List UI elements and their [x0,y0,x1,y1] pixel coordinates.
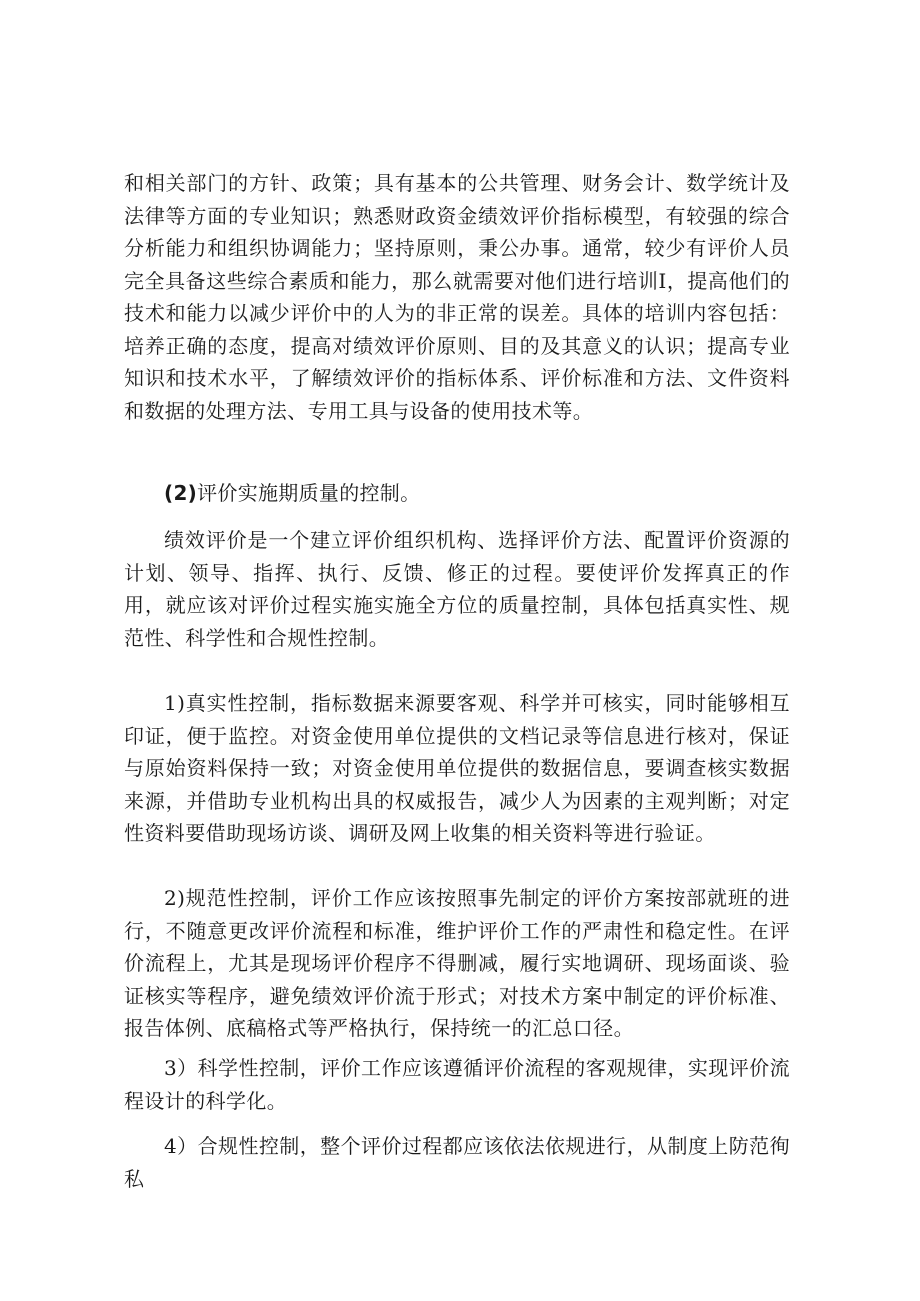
paragraph-scientific-control: 3）科学性控制，评价工作应该遵循评价流程的客观规律，实现评价流程设计的科学化。 [124,1056,790,1113]
paragraph-authenticity-control: 1)真实性控制，指标数据来源要客观、科学并可核实，同时能够相互印证，便于监控。对资金使用单位提供的文档记录等信息进行核对，保证与原始资料保持一致；对资金使用单位提供的数据信息，要调查核实数据来源，并借助专业机构出具的权威报告，减少人为因素的主观判断；对定性资料要借助现场访谈、调研及网上收集的相关资料等进行验证。 [124,691,790,845]
section-heading [164,477,420,509]
section-heading-text: 评价实施期质量的控制。 [197,481,421,505]
paragraph-compliance-control: 4）合规性控制，整个评价过程都应该依法依规进行，从制度上防范徇私 [124,1134,790,1191]
paragraph-training-requirements: 和相关部门的方针、政策；具有基本的公共管理、财务会计、数学统计及法律等方面的专业知识；熟悉财政资金绩效评价指标模型，有较强的综合分析能力和组织协调能力；坚持原则，秉公办事。通常，较少有评价人员完全具备这些综合素质和能力，那么就需要对他们进行培训I，提高他们的技术和能力以减少评价中的人为的非正常的误差。具体的培训内容包括：培养正确的态度，提高对绩效评价原则、目的及其意义的认识；提高专业知识和技术水平，了解绩效评价的指标体系、评价标准和方法、文件资料和数据的处理方法、专用工具与设备的使用技术等。 [124,171,790,423]
paragraph-standardization-control: 2)规范性控制，评价工作应该按照事先制定的评价方案按部就班的进行，不随意更改评价流程和标准，维护评价工作的严肃性和稳定性。在评价流程上，尤其是现场评价程序不得删减，履行实地调研、现场面谈、验证核实等程序，避免绩效评价流于形式；对技术方案中制定的评价标准、报告体例、底稿格式等严格执行，保持统一的汇总口径。 [124,886,790,1040]
paragraph-evaluation-process: 绩效评价是一个建立评价组织机构、选择评价方法、配置评价资源的计划、领导、指挥、执行、反馈、修正的过程。要使评价发挥真正的作用，就应该对评价过程实施实施全方位的质量控制，具体包括真实性、规范性、科学性和合规性控制。 [124,528,790,650]
section-heading-number: (2) [164,481,198,505]
